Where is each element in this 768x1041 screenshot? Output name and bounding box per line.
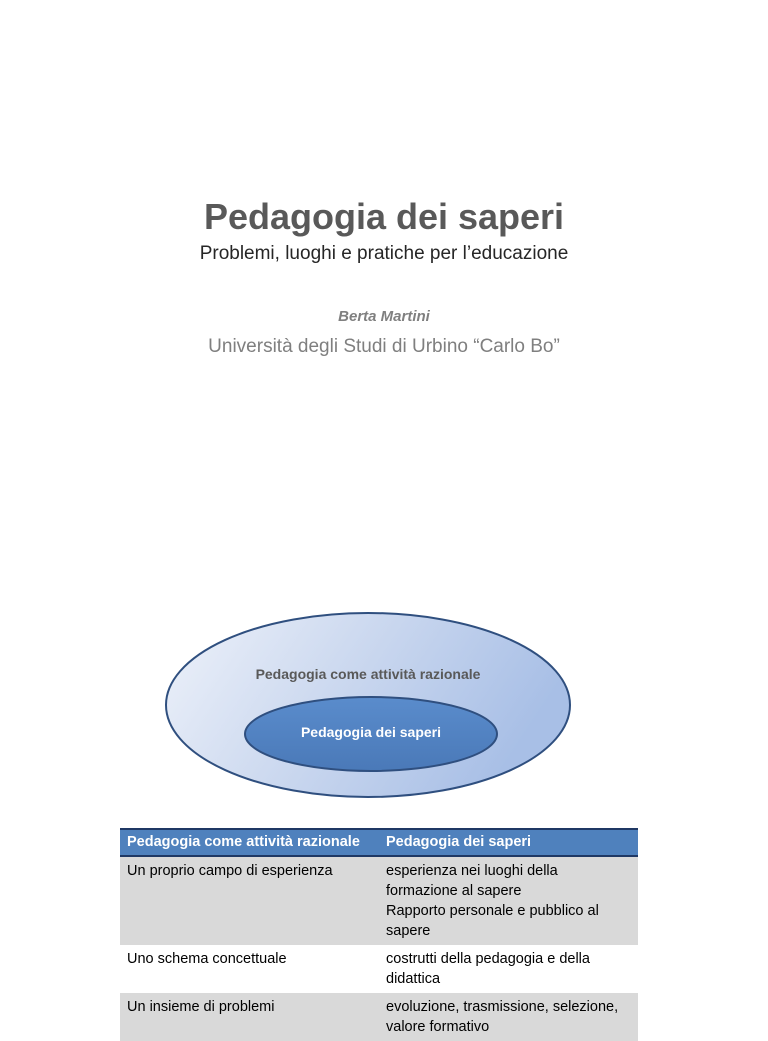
table-row — [120, 856, 638, 945]
table-cell — [379, 856, 638, 945]
inner-ellipse-label: Pedagogia dei saperi — [300, 724, 442, 740]
table-cell: Uno schema concettuale — [120, 945, 379, 993]
page-title: Pedagogia dei saperi — [203, 196, 565, 237]
table-cell — [379, 945, 638, 993]
table-cell: Un proprio campo di esperienza — [120, 856, 379, 945]
cell-line: esperienza nei luoghi della — [386, 863, 558, 879]
nested-ellipse-diagram — [160, 606, 576, 804]
cell-line: costrutti della pedagogia e della — [386, 951, 590, 967]
cell-line: valore formativo — [386, 1019, 490, 1035]
table-row — [120, 993, 638, 1041]
page-subtitle: Problemi, luoghi e pratiche per l’educazione — [199, 243, 569, 264]
table-header-row — [120, 829, 638, 856]
cell-line: formazione al sapere — [386, 883, 522, 899]
table-row — [120, 945, 638, 993]
outer-ellipse-label: Pedagogia come attività razionale — [255, 666, 481, 682]
diagram-svg — [160, 606, 576, 804]
university-name: Università degli Studi di Urbino “Carlo Bo” — [208, 336, 560, 357]
comparison-table — [120, 828, 638, 1041]
author-name: Berta Martini — [338, 308, 430, 325]
cell-line: didattica — [386, 971, 441, 987]
cell-line: Rapporto personale e pubblico al — [386, 903, 599, 919]
table-header-cell: Pedagogia dei saperi — [379, 829, 638, 856]
cell-line: evoluzione, trasmissione, selezione, — [386, 999, 619, 1015]
table-cell: Un insieme di problemi — [120, 993, 379, 1041]
cell-line: sapere — [386, 923, 431, 939]
table-header-cell: Pedagogia come attività razionale — [120, 829, 379, 856]
table-cell — [379, 993, 638, 1041]
